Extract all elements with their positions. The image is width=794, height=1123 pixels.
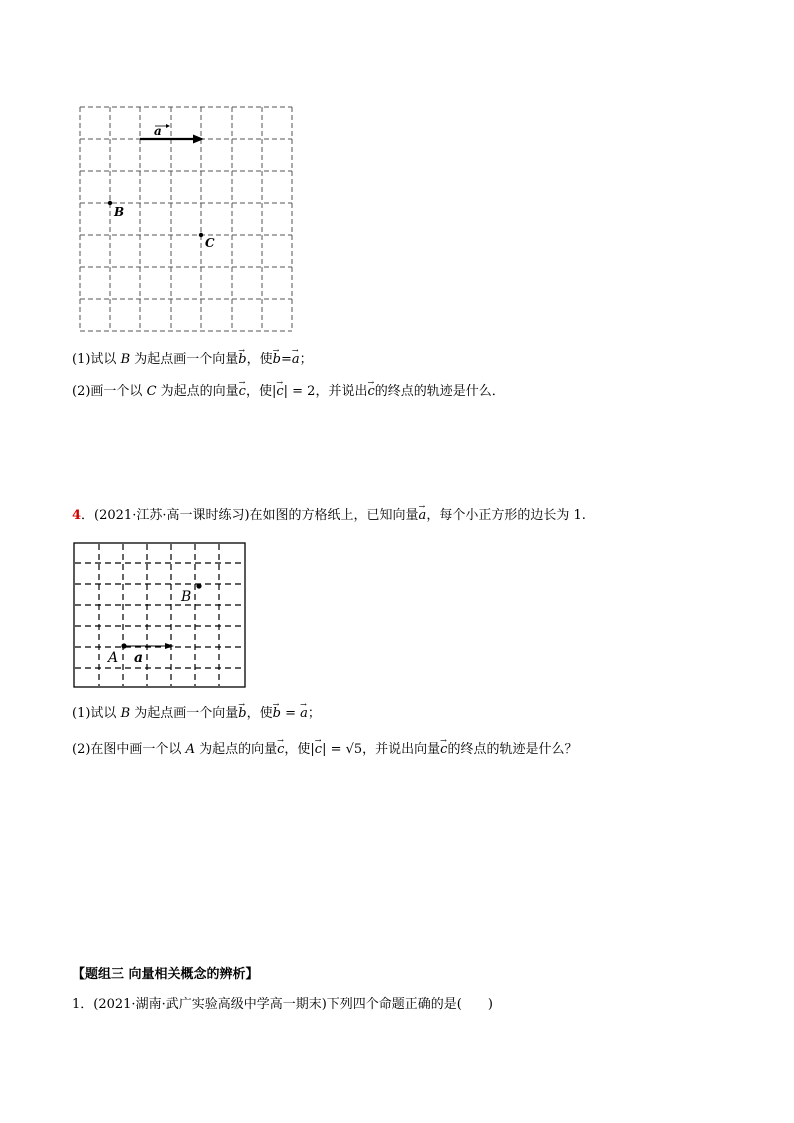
point-b-label: B <box>181 589 192 605</box>
vector-c: → c <box>277 741 284 759</box>
vector-a: → a <box>419 507 427 525</box>
q3-part2: (2)画一个以 C 为起点的向量→ c，使|→ c| = 2，并说出→ c的终点的轨迹是什么． <box>72 383 505 401</box>
vector-a-arrowhead <box>193 135 204 144</box>
q4-stem: 4．(2021·江苏·高一课时练习)在如图的方格纸上，已知向量→ a，每个小正方形的边长为 1. <box>72 507 586 525</box>
point-b-label: B <box>114 205 125 219</box>
q1-stem: 1．(2021·湖南·武广实验高级中学高一期末)下列四个命题正确的是( ) <box>72 997 493 1012</box>
question-number: 4 <box>72 508 82 523</box>
vector-c: → c <box>440 741 447 759</box>
vector-a-label: a <box>134 650 144 666</box>
vector-c: → c <box>239 383 246 401</box>
vector-a-label: a <box>154 124 162 138</box>
vector-b: → b <box>273 705 281 723</box>
vector-b: → b <box>238 705 246 723</box>
q3-part1: (1)试以 B 为起点画一个向量→ b，使→ b=→ a； <box>72 351 313 369</box>
point-c-label: C <box>205 236 215 250</box>
point-b-dot <box>196 583 201 588</box>
point-c-dot <box>199 233 203 237</box>
section-heading: 【题组三 向量相关概念的辨析】 <box>72 967 259 982</box>
q4-part2: (2)在图中画一个以 A 为起点的向量→ c，使|→ c| = √5，并说出向量→ c的终点的轨迹是什么？ <box>72 741 577 759</box>
grid-figure-1 <box>78 105 300 335</box>
point-b-dot <box>108 201 112 205</box>
vector-b: → b <box>273 351 281 369</box>
question-number: 1 <box>72 997 81 1012</box>
vector-a-arrowhead <box>165 643 174 649</box>
vector-a: → a <box>300 705 308 723</box>
vector-c: → c <box>276 383 283 401</box>
grid-figure-2 <box>72 541 250 691</box>
vector-c: → c <box>315 741 322 759</box>
vector-a: → a <box>292 351 300 369</box>
vector-b: → b <box>238 351 246 369</box>
point-a-label: A <box>108 650 119 666</box>
vector-c: → c <box>367 383 374 401</box>
q4-part1: (1)试以 B 为起点画一个向量→ b，使→ b = → a； <box>72 705 321 723</box>
